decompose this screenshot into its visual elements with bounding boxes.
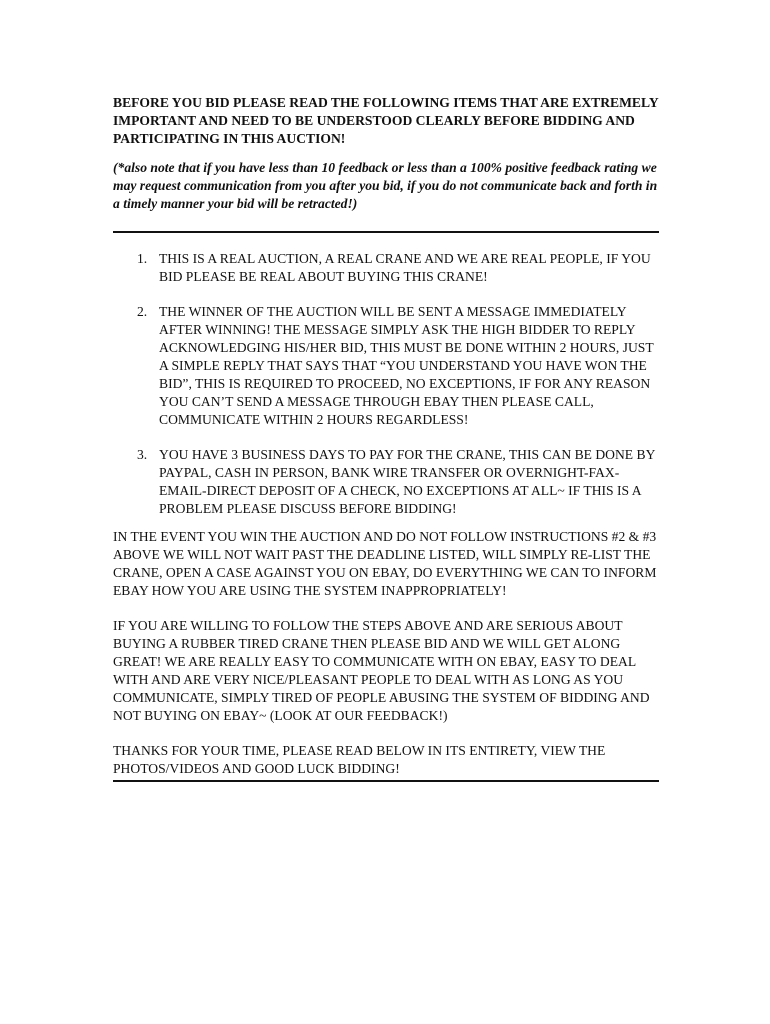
thanks-paragraph: THANKS FOR YOUR TIME, PLEASE READ BELOW IN ITS ENTIRETY, VIEW THE PHOTOS/VIDEOS AND GOOD LUCK BIDDING! — [113, 743, 606, 776]
invitation-paragraph: IF YOU ARE WILLING TO FOLLOW THE STEPS ABOVE AND ARE SERIOUS ABOUT BUYING A RUBBER TIRED CRANE THEN PLEASE BID AND WE WILL GET ALONG GREAT! WE ARE REALLY EASY TO COMMUNICATE WITH ON EBAY, EASY TO DEAL WITH AND ARE VERY NICE/PLEASANT PEOPLE TO DEAL WITH AS LONG AS YOU COMMUNICATE, SIMPLY TIRED OF PEOPLE ABUSING THE SYSTEM OF BIDDING AND NOT BUYING ON EBAY~ (LOOK AT OUR FEEDBACK!) — [113, 618, 650, 723]
list-item-text: THE WINNER OF THE AUCTION WILL BE SENT A MESSAGE IMMEDIATELY AFTER WINNING! THE MESSAGE SIMPLY ASK THE HIGH BIDDER TO REPLY ACKNOWLEDGING HIS/HER BID, THIS MUST BE DONE WITHIN 2 HOURS, JUST A SIMPLE REPLY THAT SAYS THAT “YOU UNDERSTAND YOU HAVE WON THE BID”, THIS IS REQUIRED TO PROCEED, NO EXCEPTIONS, IF FOR ANY REASON YOU CAN’T SEND A MESSAGE THROUGH EBAY THEN PLEASE CALL, COMMUNICATE WITHIN 2 HOURS REGARDLESS! — [159, 304, 654, 427]
list-item-number: 3. — [137, 447, 148, 462]
notice-heading: BEFORE YOU BID PLEASE READ THE FOLLOWING ITEMS THAT ARE EXTREMELY IMPORTANT AND NEED TO BE UNDERSTOOD CLEARLY BEFORE BIDDING AND PARTICIPATING IN THIS AUCTION! — [113, 95, 659, 146]
list-item — [113, 303, 659, 429]
list-item-text: THIS IS A REAL AUCTION, A REAL CRANE AND WE ARE REAL PEOPLE, IF YOU BID PLEASE BE REAL ABOUT BUYING THIS CRANE! — [159, 251, 651, 284]
bottom-divider — [113, 780, 659, 782]
rules-list — [113, 250, 659, 518]
list-item-number: 2. — [137, 304, 148, 319]
warning-paragraph: IN THE EVENT YOU WIN THE AUCTION AND DO NOT FOLLOW INSTRUCTIONS #2 & #3 ABOVE WE WILL NOT WAIT PAST THE DEADLINE LISTED, WILL SIMPLY RE-LIST THE CRANE, OPEN A CASE AGAINST YOU ON EBAY, DO EVERYTHING WE CAN TO INFORM EBAY HOW YOU ARE USING THE SYSTEM INAPPROPRIATELY! — [113, 529, 657, 598]
list-item-number: 1. — [137, 251, 148, 266]
feedback-note: (*also note that if you have less than 10 feedback or less than a 100% positive feedback rating we may request communication from you after you bid, if you do not communicate back and forth in a timely manner your bid will be retracted!) — [113, 160, 658, 211]
document-page — [113, 94, 659, 782]
top-divider — [113, 231, 659, 233]
list-item — [113, 446, 659, 518]
list-item-text: YOU HAVE 3 BUSINESS DAYS TO PAY FOR THE CRANE, THIS CAN BE DONE BY PAYPAL, CASH IN PERSON, BANK WIRE TRANSFER OR OVERNIGHT-FAX-EMAIL-DIRECT DEPOSIT OF A CHECK, NO EXCEPTIONS AT ALL~ IF THIS IS A PROBLEM PLEASE DISCUSS BEFORE BIDDING! — [159, 447, 655, 516]
list-item — [113, 250, 659, 286]
